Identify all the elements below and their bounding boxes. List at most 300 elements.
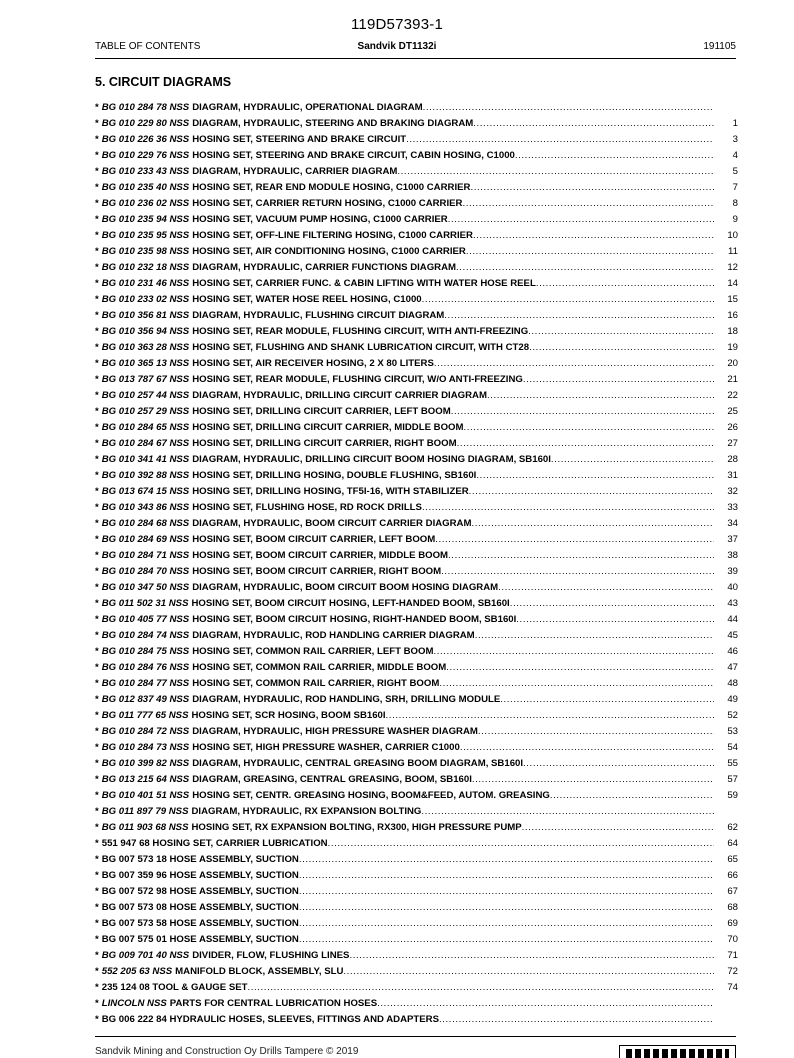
- dot-leader: [476, 470, 714, 482]
- bullet-asterisk: *: [95, 678, 99, 689]
- part-code: BG 010 392 88 NSS: [101, 470, 190, 481]
- dot-leader: [299, 870, 714, 882]
- entry-description: HOSING SET, FLUSHING HOSE, RD ROCK DRILLS: [192, 502, 422, 513]
- page-number: 22: [727, 390, 738, 401]
- entry-description: DIAGRAM, GREASING, CENTRAL GREASING, BOOM, SB160I: [192, 774, 472, 785]
- page-number: 34: [727, 518, 738, 529]
- part-code: BG 011 897 79 NSS: [101, 806, 189, 817]
- entry-description: DIAGRAM, HYDRAULIC, CENTRAL GREASING BOOM DIAGRAM, SB160I: [192, 758, 524, 769]
- page-number: 53: [727, 726, 738, 737]
- dot-leader: [446, 662, 714, 674]
- part-code: BG 010 284 68 NSS: [101, 518, 190, 529]
- entry-description: HOSING SET, BOOM CIRCUIT CARRIER, RIGHT BOOM: [192, 566, 442, 577]
- dot-leader: [475, 630, 714, 642]
- toc-entry[interactable]: [95, 530, 738, 546]
- bullet-asterisk: *: [95, 230, 99, 241]
- toc-entry[interactable]: [95, 690, 738, 706]
- part-code: BG 010 365 13 NSS: [101, 358, 190, 369]
- dot-leader: [423, 102, 714, 114]
- bullet-asterisk: *: [95, 854, 99, 865]
- page-number: 38: [727, 550, 738, 561]
- toc-entry[interactable]: [95, 370, 738, 386]
- toc-entry[interactable]: [95, 514, 738, 530]
- page-number: 65: [727, 854, 738, 865]
- dot-leader: [247, 982, 714, 994]
- bullet-asterisk: *: [95, 966, 99, 977]
- page-number: 72: [727, 966, 738, 977]
- toc-entry-text: [95, 598, 714, 610]
- bullet-asterisk: *: [95, 342, 99, 353]
- page-number: 8: [732, 198, 738, 209]
- toc-entry[interactable]: [95, 994, 738, 1010]
- toc-entry[interactable]: [95, 546, 738, 562]
- toc-entry[interactable]: [95, 610, 738, 626]
- toc-entry[interactable]: [95, 930, 738, 946]
- page-number: 31: [727, 470, 738, 481]
- page-number: 47: [727, 662, 738, 673]
- page-number: 10: [727, 230, 738, 241]
- dot-leader: [528, 326, 714, 338]
- part-code: BG 010 284 77 NSS: [101, 678, 190, 689]
- bullet-asterisk: *: [95, 566, 99, 577]
- page-number: 62: [727, 822, 738, 833]
- entry-description: DIAGRAM, HYDRAULIC, FLUSHING CIRCUIT DIAGRAM: [192, 310, 445, 321]
- bullet-asterisk: *: [95, 118, 99, 129]
- dot-leader: [471, 518, 714, 530]
- dot-leader: [464, 422, 715, 434]
- entry-description: HOSING SET, CARRIER RETURN HOSING, C1000 CARRIER: [192, 198, 463, 209]
- toc-entry-text: [95, 374, 714, 386]
- bullet-asterisk: *: [95, 838, 99, 849]
- toc-entry-text: [95, 438, 714, 450]
- entry-description: HOSING SET, BOOM CIRCUIT HOSING, RIGHT-HANDED BOOM, SB160I: [192, 614, 517, 625]
- toc-entry-text: [95, 806, 714, 818]
- entry-description: BG 007 573 18 HOSE ASSEMBLY, SUCTION: [101, 854, 299, 865]
- sandvik-logo: [619, 1045, 736, 1058]
- page-number: 67: [727, 886, 738, 897]
- header-model: Sandvik DT1132i: [357, 41, 437, 52]
- toc-entry-text: [95, 710, 714, 722]
- toc-list: [95, 98, 738, 1026]
- entry-description: DIAGRAM, HYDRAULIC, STEERING AND BRAKING DIAGRAM: [192, 118, 474, 129]
- entry-description: DIAGRAM, HYDRAULIC, ROD HANDLING, SRH, DRILLING MODULE: [192, 694, 501, 705]
- bullet-asterisk: *: [95, 742, 99, 753]
- entry-description: HOSING SET, DRILLING HOSING, TF5I-16, WITH STABILIZER: [192, 486, 469, 497]
- part-code: BG 011 903 68 NSS: [101, 822, 189, 833]
- toc-entry-text: [95, 342, 714, 354]
- page-number: 43: [727, 598, 738, 609]
- dot-leader: [466, 246, 714, 258]
- toc-entry[interactable]: [95, 130, 738, 146]
- page-number: 70: [727, 934, 738, 945]
- dot-leader: [472, 774, 714, 786]
- bullet-asterisk: *: [95, 550, 99, 561]
- bullet-asterisk: *: [95, 934, 99, 945]
- bullet-asterisk: *: [95, 166, 99, 177]
- toc-entry-text: [95, 390, 714, 402]
- toc-entry[interactable]: [95, 738, 738, 754]
- page-number: 5: [732, 166, 738, 177]
- part-code: BG 010 284 75 NSS: [101, 646, 190, 657]
- bullet-asterisk: *: [95, 326, 99, 337]
- part-code: BG 010 284 72 NSS: [101, 726, 190, 737]
- page-number: 69: [727, 918, 738, 929]
- dot-leader: [469, 486, 714, 498]
- toc-entry[interactable]: [95, 146, 738, 162]
- bullet-asterisk: *: [95, 214, 99, 225]
- bullet-asterisk: *: [95, 406, 99, 417]
- toc-entry[interactable]: [95, 722, 738, 738]
- part-code: BG 010 231 46 NSS: [101, 278, 190, 289]
- toc-entry[interactable]: [95, 898, 738, 914]
- dot-leader: [343, 966, 714, 978]
- bullet-asterisk: *: [95, 134, 99, 145]
- part-code: BG 010 343 86 NSS: [101, 502, 190, 513]
- bullet-asterisk: *: [95, 758, 99, 769]
- part-code: BG 013 787 67 NSS: [101, 374, 190, 385]
- page-number: 64: [727, 838, 738, 849]
- dot-leader: [444, 310, 714, 322]
- entry-description: PARTS FOR CENTRAL LUBRICATION HOSES: [169, 998, 378, 1009]
- toc-entry[interactable]: [95, 178, 738, 194]
- toc-entry[interactable]: [95, 850, 738, 866]
- dot-leader: [529, 342, 714, 354]
- page-number: 21: [727, 374, 738, 385]
- toc-entry[interactable]: [95, 290, 738, 306]
- toc-entry[interactable]: [95, 946, 738, 962]
- toc-entry-text: [95, 822, 714, 834]
- toc-entry[interactable]: [95, 642, 738, 658]
- entry-description: HOSING SET, REAR MODULE, FLUSHING CIRCUIT, W/O ANTI-FREEZING: [192, 374, 523, 385]
- dot-leader: [328, 838, 714, 850]
- toc-entry-text: [95, 310, 714, 322]
- dot-leader: [299, 918, 714, 930]
- toc-entry[interactable]: [95, 338, 738, 354]
- toc-entry-text: [95, 614, 714, 626]
- toc-entry-text: [95, 854, 714, 866]
- toc-entry-text: [95, 502, 714, 514]
- entry-description: HOSING SET, COMMON RAIL CARRIER, LEFT BOOM: [192, 646, 434, 657]
- toc-entry-text: [95, 278, 714, 290]
- bullet-asterisk: *: [95, 182, 99, 193]
- entry-description: HOSING SET, AIR RECEIVER HOSING, 2 X 80 LITERS: [192, 358, 434, 369]
- part-code: BG 010 233 43 NSS: [101, 166, 190, 177]
- part-code: BG 013 674 15 NSS: [101, 486, 190, 497]
- toc-entry[interactable]: [95, 914, 738, 930]
- dot-leader: [435, 534, 714, 546]
- dot-leader: [536, 278, 714, 290]
- toc-entry-text: [95, 1014, 714, 1026]
- toc-entry-text: [95, 294, 714, 306]
- bullet-asterisk: *: [95, 262, 99, 273]
- entry-description: DIVIDER, FLOW, FLUSHING LINES: [192, 950, 350, 961]
- toc-entry[interactable]: [95, 482, 738, 498]
- bullet-asterisk: *: [95, 390, 99, 401]
- bullet-asterisk: *: [95, 422, 99, 433]
- dot-leader: [433, 646, 714, 658]
- page-number: 57: [727, 774, 738, 785]
- toc-entry-text: [95, 326, 714, 338]
- toc-entry-text: [95, 198, 714, 210]
- toc-entry[interactable]: [95, 786, 738, 802]
- entry-description: BG 007 359 96 HOSE ASSEMBLY, SUCTION: [101, 870, 299, 881]
- toc-entry-text: [95, 182, 714, 194]
- toc-entry[interactable]: [95, 98, 738, 114]
- toc-entry[interactable]: [95, 674, 738, 690]
- bullet-asterisk: *: [95, 886, 99, 897]
- page-number: 16: [727, 310, 738, 321]
- bullet-asterisk: *: [95, 870, 99, 881]
- dot-leader: [349, 950, 714, 962]
- part-code: BG 010 284 76 NSS: [101, 662, 190, 673]
- page-number: 11: [728, 246, 738, 257]
- entry-description: HOSING SET, DRILLING CIRCUIT CARRIER, RIGHT BOOM: [192, 438, 457, 449]
- toc-entry[interactable]: [95, 754, 738, 770]
- entry-description: 551 947 68 HOSING SET, CARRIER LUBRICATION: [101, 838, 328, 849]
- toc-entry[interactable]: [95, 210, 738, 226]
- dot-leader: [523, 374, 714, 386]
- part-code: BG 010 284 69 NSS: [101, 534, 190, 545]
- part-code: BG 010 226 36 NSS: [101, 134, 190, 145]
- toc-entry-text: [95, 246, 714, 258]
- bullet-asterisk: *: [95, 198, 99, 209]
- toc-entry[interactable]: [95, 242, 738, 258]
- toc-entry[interactable]: [95, 834, 738, 850]
- toc-entry[interactable]: [95, 866, 738, 882]
- toc-entry[interactable]: [95, 466, 738, 482]
- toc-entry[interactable]: [95, 274, 738, 290]
- page-number: 66: [727, 870, 738, 881]
- dot-leader: [299, 886, 714, 898]
- toc-entry-text: [95, 646, 714, 658]
- bullet-asterisk: *: [95, 374, 99, 385]
- toc-entry[interactable]: [95, 194, 738, 210]
- toc-entry-text: [95, 518, 714, 530]
- bullet-asterisk: *: [95, 774, 99, 785]
- bullet-asterisk: *: [95, 950, 99, 961]
- page-number: 40: [727, 582, 738, 593]
- bullet-asterisk: *: [95, 310, 99, 321]
- entry-description: HOSING SET, WATER HOSE REEL HOSING, C1000: [192, 294, 422, 305]
- toc-entry-text: [95, 630, 714, 642]
- bullet-asterisk: *: [95, 662, 99, 673]
- toc-entry[interactable]: [95, 706, 738, 722]
- part-code: BG 009 701 40 NSS: [101, 950, 190, 961]
- page-number: 71: [727, 950, 738, 961]
- page-number: 37: [727, 534, 738, 545]
- toc-entry-text: [95, 454, 714, 466]
- page-number: 55: [727, 758, 738, 769]
- toc-entry-text: [95, 358, 714, 370]
- part-code: BG 010 257 44 NSS: [101, 390, 190, 401]
- part-code: BG 010 236 02 NSS: [101, 198, 190, 209]
- toc-entry-text: [95, 118, 714, 130]
- page-number: 74: [727, 982, 738, 993]
- entry-description: HOSING SET, OFF-LINE FILTERING HOSING, C1000 CARRIER: [192, 230, 473, 241]
- page-number: 48: [727, 678, 738, 689]
- bullet-asterisk: *: [95, 278, 99, 289]
- page-number: 46: [727, 646, 738, 657]
- entry-description: HOSING SET, CENTR. GREASING HOSING, BOOM&FEED, AUTOM. GREASING: [192, 790, 550, 801]
- entry-description: HOSING SET, DRILLING CIRCUIT CARRIER, MIDDLE BOOM: [192, 422, 464, 433]
- dot-leader: [500, 694, 714, 706]
- bullet-asterisk: *: [95, 454, 99, 465]
- toc-entry[interactable]: [95, 802, 738, 818]
- toc-entry[interactable]: [95, 594, 738, 610]
- toc-entry[interactable]: [95, 978, 738, 994]
- toc-entry[interactable]: [95, 226, 738, 242]
- bullet-asterisk: *: [95, 358, 99, 369]
- entry-description: DIAGRAM, HYDRAULIC, HIGH PRESSURE WASHER DIAGRAM: [192, 726, 478, 737]
- dot-leader: [421, 806, 714, 818]
- toc-entry-text: [95, 982, 714, 994]
- part-code: BG 010 363 28 NSS: [101, 342, 190, 353]
- entry-description: BG 007 572 98 HOSE ASSEMBLY, SUCTION: [101, 886, 299, 897]
- entry-description: BG 007 573 08 HOSE ASSEMBLY, SUCTION: [101, 902, 299, 913]
- toc-entry[interactable]: [95, 562, 738, 578]
- entry-description: HOSING SET, REAR END MODULE HOSING, C1000 CARRIER: [192, 182, 471, 193]
- page-number: 68: [727, 902, 738, 913]
- bullet-asterisk: *: [95, 502, 99, 513]
- bullet-asterisk: *: [95, 902, 99, 913]
- entry-description: HOSING SET, BOOM CIRCUIT CARRIER, MIDDLE BOOM: [192, 550, 449, 561]
- toc-entry-text: [95, 870, 714, 882]
- toc-entry-text: [95, 550, 714, 562]
- toc-entry[interactable]: [95, 418, 738, 434]
- bullet-asterisk: *: [95, 246, 99, 257]
- dot-leader: [470, 182, 714, 194]
- toc-entry-text: [95, 422, 714, 434]
- toc-entry[interactable]: [95, 434, 738, 450]
- part-code: BG 010 284 71 NSS: [101, 550, 190, 561]
- toc-entry[interactable]: [95, 322, 738, 338]
- toc-entry[interactable]: [95, 1010, 738, 1026]
- entry-description: BG 007 573 58 HOSE ASSEMBLY, SUCTION: [101, 918, 299, 929]
- bullet-asterisk: *: [95, 918, 99, 929]
- page-number: 39: [727, 566, 738, 577]
- toc-entry[interactable]: [95, 306, 738, 322]
- bullet-asterisk: *: [95, 822, 99, 833]
- part-code: BG 010 257 29 NSS: [101, 406, 190, 417]
- entry-description: HOSING SET, STEERING AND BRAKE CIRCUIT, CABIN HOSING, C1000: [192, 150, 515, 161]
- dot-leader: [456, 262, 714, 274]
- dot-leader: [448, 550, 714, 562]
- entry-description: HOSING SET, SCR HOSING, BOOM SB160I: [191, 710, 386, 721]
- bullet-asterisk: *: [95, 582, 99, 593]
- dot-leader: [516, 614, 714, 626]
- toc-entry-text: [95, 470, 714, 482]
- toc-entry[interactable]: [95, 402, 738, 418]
- toc-entry[interactable]: [95, 354, 738, 370]
- page-number: 1: [732, 118, 738, 129]
- entry-description: HOSING SET, CARRIER FUNC. & CABIN LIFTING WITH WATER HOSE REEL: [192, 278, 536, 289]
- part-code: BG 010 347 50 NSS: [101, 582, 190, 593]
- toc-entry-text: [95, 758, 714, 770]
- toc-entry[interactable]: [95, 386, 738, 402]
- toc-entry[interactable]: [95, 114, 738, 130]
- page-number: 3: [732, 134, 738, 145]
- part-code: BG 010 235 98 NSS: [101, 246, 190, 257]
- dot-leader: [406, 134, 714, 146]
- dot-leader: [473, 230, 714, 242]
- part-code: BG 010 356 81 NSS: [101, 310, 190, 321]
- toc-entry-text: [95, 662, 714, 674]
- part-code: BG 010 235 95 NSS: [101, 230, 190, 241]
- part-code: BG 010 341 41 NSS: [101, 454, 190, 465]
- page-number: 45: [727, 630, 738, 641]
- dot-leader: [434, 358, 714, 370]
- dot-leader: [441, 566, 714, 578]
- footer-divider: [95, 1036, 736, 1037]
- part-code: BG 010 401 51 NSS: [101, 790, 190, 801]
- toc-entry[interactable]: [95, 658, 738, 674]
- toc-entry[interactable]: [95, 962, 738, 978]
- toc-entry[interactable]: [95, 770, 738, 786]
- page-number: 20: [727, 358, 738, 369]
- dot-leader: [510, 598, 714, 610]
- toc-entry[interactable]: [95, 498, 738, 514]
- footer-text: Sandvik Mining and Construction Oy Drills Tampere © 2019: [95, 1046, 359, 1057]
- document-number: 119D57393-1: [351, 16, 443, 33]
- toc-entry-text: [95, 150, 714, 162]
- toc-entry[interactable]: [95, 818, 738, 834]
- bullet-asterisk: *: [95, 790, 99, 801]
- toc-entry-text: [95, 966, 714, 978]
- page-number: 7: [732, 182, 738, 193]
- dot-leader: [451, 406, 714, 418]
- toc-entry-text: [95, 998, 714, 1010]
- page-number: 33: [727, 502, 738, 513]
- entry-description: DIAGRAM, HYDRAULIC, CARRIER FUNCTIONS DIAGRAM: [192, 262, 457, 273]
- dot-leader: [299, 934, 714, 946]
- toc-entry[interactable]: [95, 450, 738, 466]
- toc-entry[interactable]: [95, 882, 738, 898]
- bullet-asterisk: *: [95, 294, 99, 305]
- dot-leader: [550, 790, 714, 802]
- part-code: BG 010 284 65 NSS: [101, 422, 190, 433]
- toc-entry[interactable]: [95, 578, 738, 594]
- toc-entry-text: [95, 534, 714, 546]
- part-code: BG 010 232 18 NSS: [101, 262, 190, 273]
- dot-leader: [462, 198, 714, 210]
- dot-leader: [299, 854, 714, 866]
- toc-entry-text: [95, 214, 714, 226]
- bullet-asterisk: *: [95, 710, 99, 721]
- bullet-asterisk: *: [95, 806, 99, 817]
- bullet-asterisk: *: [95, 534, 99, 545]
- entry-description: DIAGRAM, HYDRAULIC, CARRIER DIAGRAM: [192, 166, 398, 177]
- part-code: 552 205 63 NSS: [101, 966, 173, 977]
- entry-description: HOSING SET, STEERING AND BRAKE CIRCUIT: [192, 134, 407, 145]
- toc-entry[interactable]: [95, 162, 738, 178]
- toc-entry-text: [95, 694, 714, 706]
- toc-entry[interactable]: [95, 258, 738, 274]
- toc-entry-text: [95, 134, 714, 146]
- bullet-asterisk: *: [95, 614, 99, 625]
- part-code: BG 010 399 82 NSS: [101, 758, 190, 769]
- toc-entry[interactable]: [95, 626, 738, 642]
- bullet-asterisk: *: [95, 1014, 99, 1025]
- dot-leader: [397, 166, 714, 178]
- part-code: BG 010 284 67 NSS: [101, 438, 190, 449]
- bullet-asterisk: *: [95, 150, 99, 161]
- toc-entry-text: [95, 774, 714, 786]
- part-code: BG 011 777 65 NSS: [101, 710, 189, 721]
- toc-entry-text: [95, 102, 714, 114]
- bullet-asterisk: *: [95, 982, 99, 993]
- toc-entry-text: [95, 790, 714, 802]
- entry-description: DIAGRAM, HYDRAULIC, RX EXPANSION BOLTING: [191, 806, 422, 817]
